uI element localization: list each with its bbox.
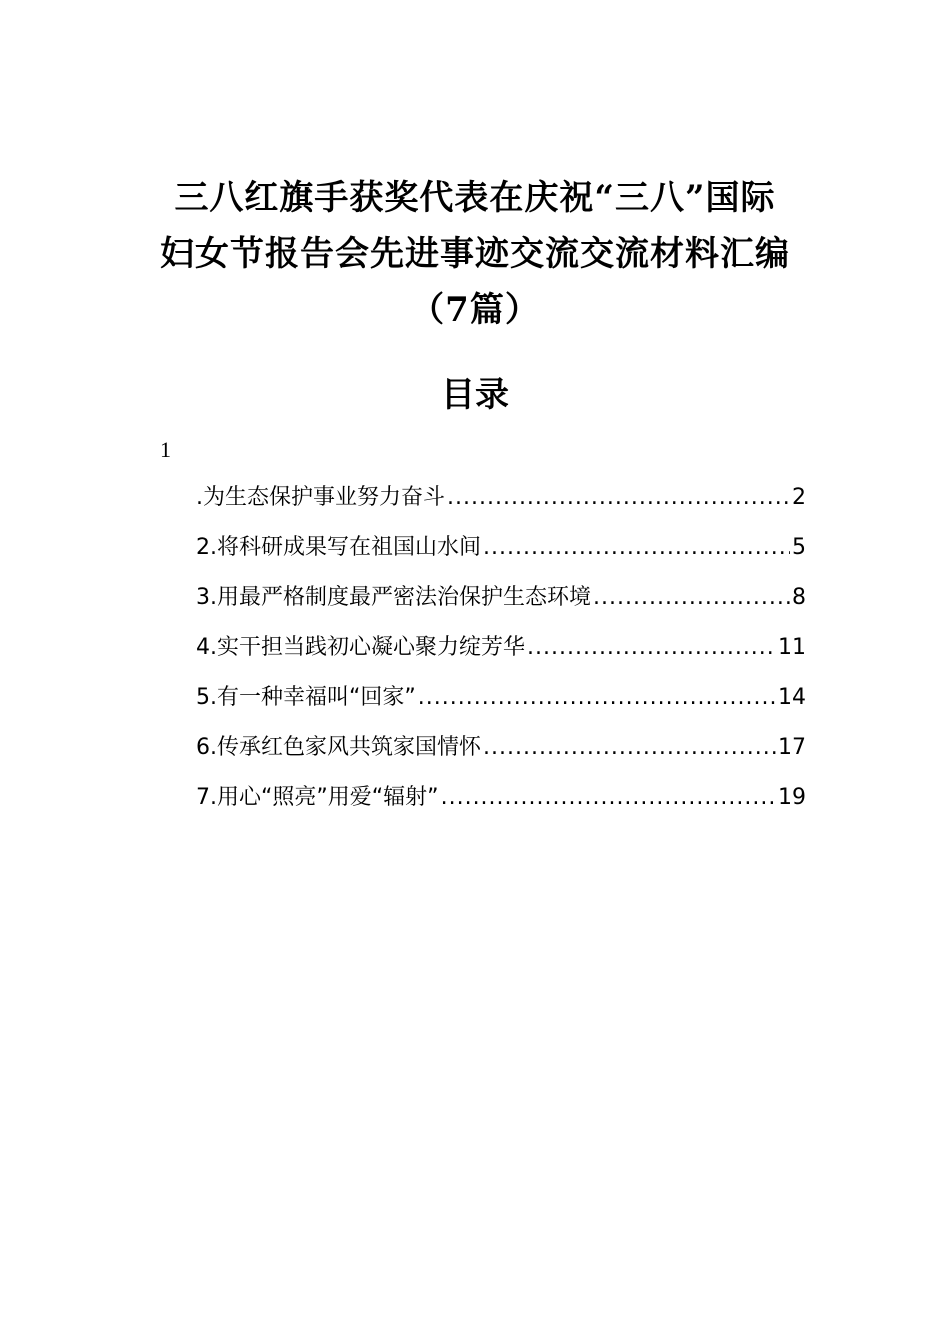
title-line-2: 妇女节报告会先进事迹交流交流材料汇编	[160, 234, 790, 274]
toc-item-title: .为生态保护事业努力奋斗	[196, 485, 445, 510]
toc-dot-leader	[447, 478, 790, 518]
toc-item-title: 7.用心“照亮”用爱“辐射”	[196, 785, 439, 810]
toc-item[interactable]	[196, 678, 806, 728]
toc-item[interactable]	[196, 778, 806, 828]
toc-list	[196, 478, 806, 828]
toc-item[interactable]	[196, 528, 806, 578]
toc-item[interactable]	[196, 578, 806, 628]
toc-dot-leader	[441, 778, 776, 818]
toc-item[interactable]	[196, 628, 806, 678]
toc-dot-leader	[527, 628, 776, 668]
toc-item[interactable]	[196, 728, 806, 778]
toc-dot-leader	[483, 528, 790, 568]
toc-item-page: 11	[778, 635, 806, 660]
title-line-3: （7篇）	[410, 290, 540, 330]
toc-dot-leader	[418, 678, 776, 718]
toc-item-title: 4.实干担当践初心凝心聚力绽芳华	[196, 635, 525, 660]
toc-stray-number: 1	[160, 437, 171, 462]
toc-heading: 目录	[441, 375, 509, 415]
toc-item[interactable]	[196, 478, 806, 528]
toc-item-page: 5	[792, 535, 806, 560]
toc-item-title: 3.用最严格制度最严密法治保护生态环境	[196, 585, 591, 610]
toc-dot-leader	[483, 728, 776, 768]
toc-item-title: 2.将科研成果写在祖国山水间	[196, 535, 481, 560]
toc-item-page: 2	[792, 485, 806, 510]
toc-item-page: 8	[792, 585, 806, 610]
toc-item-page: 19	[778, 785, 806, 810]
toc-item-page: 14	[778, 685, 806, 710]
document-title	[130, 170, 820, 338]
toc-dot-leader	[593, 578, 790, 618]
title-line-1: 三八红旗手获奖代表在庆祝“三八”国际	[174, 178, 776, 218]
toc-item-title: 6.传承红色家风共筑家国情怀	[196, 735, 481, 760]
toc-item-page: 17	[778, 735, 806, 760]
toc-item-title: 5.有一种幸福叫“回家”	[196, 685, 416, 710]
